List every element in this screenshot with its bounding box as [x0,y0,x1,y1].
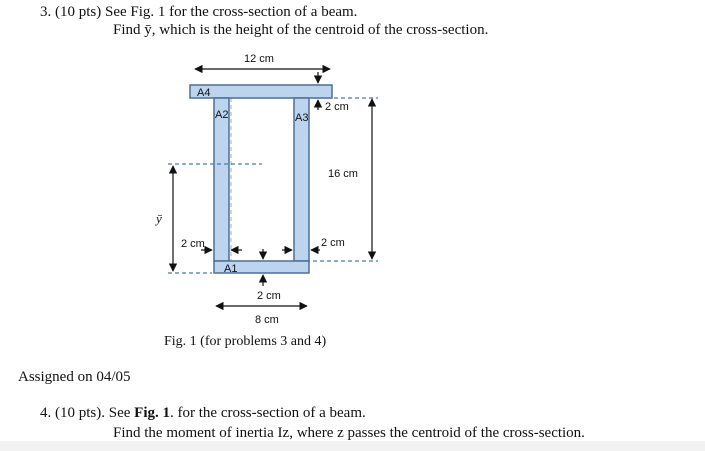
assigned-date: Assigned on 04/05 [18,369,131,385]
label-bottom-thickness: 2 cm [257,290,281,302]
problem4-line1-start: 4. (10 pts). See [40,405,135,421]
area-a2-web [214,98,229,261]
label-right-web: 2 cm [321,237,345,249]
label-a2: A2 [215,109,229,121]
area-a4-flange [190,85,332,98]
label-top-thickness: 2 cm [325,101,349,113]
label-left-web: 2 cm [181,238,205,250]
problem4-line1 [40,405,366,422]
bottom-band [0,441,705,451]
problem3-line2: Find ȳ, which is the height of the centroid of the cross-section. [113,22,489,38]
label-a4: A4 [197,87,211,99]
label-ybar: ȳ [156,211,162,226]
label-web-height: 16 cm [328,168,358,180]
figure-caption: Fig. 1 (for problems 3 and 4) [164,334,327,349]
label-a1: A1 [224,263,238,275]
problem4-line2: Find the moment of inertia Iz, where z passes the centroid of the cross-section. [113,425,585,441]
label-a3: A3 [295,112,309,124]
label-top-width: 12 cm [244,53,274,65]
problem4-fig-ref: Fig. 1 [134,405,170,421]
problem4-line1-rest: . for the cross-section of a beam. [170,405,366,421]
label-bottom-width: 8 cm [255,314,279,326]
problem3-line1: 3. (10 pts) See Fig. 1 for the cross-section of a beam. [40,4,358,20]
